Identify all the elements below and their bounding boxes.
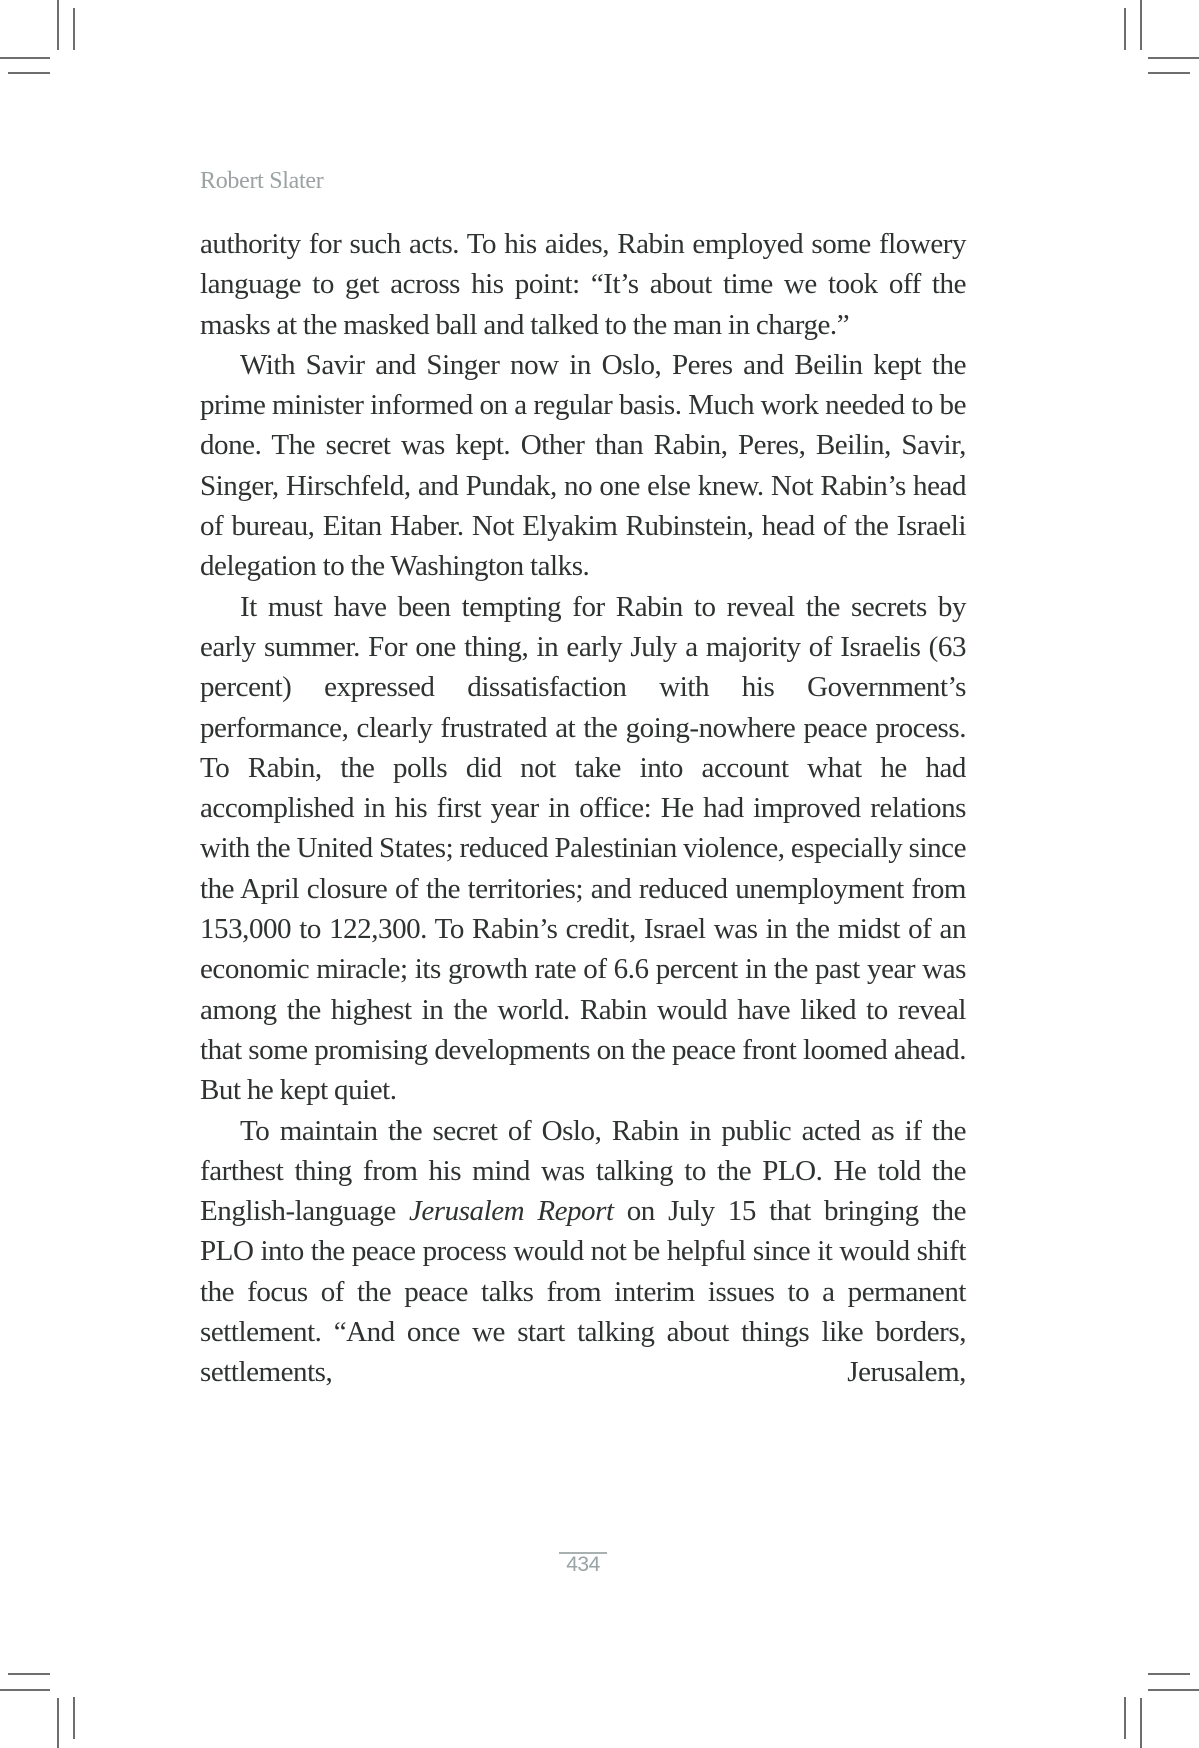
paragraph-text: To maintain the secret of Oslo, Rabin in public acted as if the farthest thing from his mind was talking to the PLO. He told the English-language <box>200 1114 966 1228</box>
crop-mark <box>1148 1689 1199 1691</box>
crop-mark <box>73 1697 75 1739</box>
running-head-author: Robert Slater <box>200 168 324 194</box>
crop-mark <box>0 1689 50 1691</box>
page-number: 434 <box>559 1552 607 1576</box>
crop-mark <box>8 1673 50 1675</box>
crop-mark <box>1148 1673 1190 1675</box>
crop-mark <box>1140 0 1142 50</box>
crop-mark <box>1124 8 1126 50</box>
paragraph-text: on July 15 that bringing the PLO into the peace process would not be helpful since it would shift the focus of the peace talks from interim issues to a permanent settlement. “And once we start talking about things like borders, settlements, Jerusalem, <box>200 1195 966 1389</box>
body-text <box>200 224 966 1393</box>
crop-mark <box>1148 72 1190 74</box>
crop-mark <box>1148 57 1199 59</box>
crop-mark <box>8 72 50 74</box>
crop-mark <box>57 0 59 50</box>
crop-mark <box>73 8 75 50</box>
crop-mark <box>57 1698 59 1748</box>
paragraph: It must have been tempting for Rabin to reveal the secrets by early summer. For one thing, in early July a majority of Israelis (63 percent) expressed dissatisfaction with his Government’s performance, clearly frustrated at the going-nowhere peace process. To Rabin, the polls did not take into account what he had accomplished in his first year in office: He had improved relations with the United States; reduced Palestinian violence, especially since the April closure of the territories; and reduced unemployment from 153,000 to 122,300. To Rabin’s credit, Israel was in the midst of an economic miracle; its growth rate of 6.6 percent in the past year was among the highest in the world. Rabin would have liked to reveal that some promising developments on the peace front loomed ahead. But he kept quiet. <box>200 590 966 1107</box>
crop-mark <box>1140 1698 1142 1748</box>
paragraph: With Savir and Singer now in Oslo, Peres and Beilin kept the prime minister informed on a regular basis. Much work needed to be done. The secret was kept. Other than Rabin, Peres, Beilin, Savir, Singer, Hirschfeld, and Pundak, no one else knew. Not Rabin’s head of bureau, Eitan Haber. Not Elyakim Rubinstein, head of the Israeli delegation to the Washington talks. <box>200 348 966 583</box>
crop-mark <box>1124 1697 1126 1739</box>
paragraph: authority for such acts. To his aides, Rabin employed some flowery language to get across his point: “It’s about time we took off the masks at the masked ball and talked to the man in charge.” <box>200 228 966 341</box>
crop-mark <box>0 57 50 59</box>
paragraph <box>200 1111 966 1393</box>
publication-title: Jerusalem Report <box>408 1195 614 1228</box>
